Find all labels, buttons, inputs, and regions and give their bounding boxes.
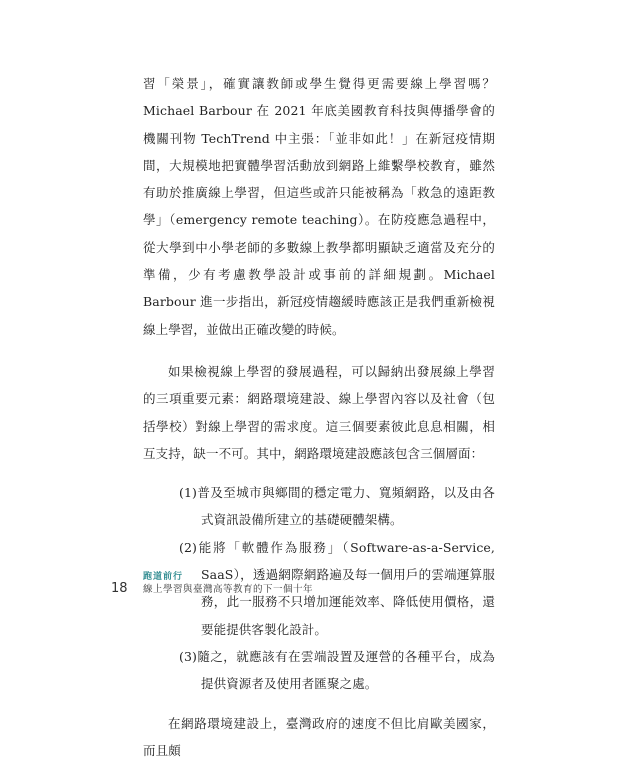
body-text	[143, 70, 495, 764]
paragraph-3: 在網路環境建設上，臺灣政府的速度不但比肩歐美國家，而且頗	[143, 715, 495, 758]
series-name: 跑道前行	[143, 572, 184, 582]
book-title: 線上學習與臺灣高等教育的下一個十年	[143, 584, 314, 595]
page-footer	[111, 571, 314, 596]
paragraph-2: 如果檢視線上學習的發展過程，可以歸納出發展線上學習的三項重要元素：網路環境建設、線上學習內容以及社會（包括學校）對線上學習的需求度。這三個要素彼此息息相關，相互支持，缺一不可。其中，網路環境建設應該包含三個層面：	[143, 363, 495, 461]
list-item: (3)隨之，就應該有在雲端設置及運營的各種平台，成為提供資源者及使用者匯聚之處。	[179, 648, 495, 692]
list-item: (2)能將「軟體作為服務」（Software-as-a-Service, SaaS），透過網際網路遍及每一個用戶的雲端運算服務，此一服務不只增加運能效率、降低使用價格，還要能提供客製化設計。	[179, 539, 495, 637]
list-item: (1)普及至城市與鄉間的穩定電力、寬頻網路，以及由各式資訊設備所建立的基礎硬體架構。	[179, 485, 495, 528]
page-number: 18	[111, 581, 128, 596]
paragraph-1: 習「榮景」，確實讓教師或學生覺得更需要線上學習嗎？ Michael Barbour 在 2021 年底美國教育科技與傳播學會的機關刊物 TechTrend 中主張：「並非如此！」在新冠疫情期間，大規模地把實體學習活動放到網路上維繫學校教育，雖然有助於推廣線上學習，但這些或許只能被稱為「救急的遠距教學」（emergency remote teaching）。在防疫應急過程中，從大學到中小學老師的多數線上教學都明顯缺乏適當及充分的準備，少有考慮教學設計或事前的詳細規劃。Michael Barbour 進一步指出，新冠疫情趨緩時應該正是我們重新檢視線上學習，並做出正確改變的時候。	[143, 76, 495, 337]
